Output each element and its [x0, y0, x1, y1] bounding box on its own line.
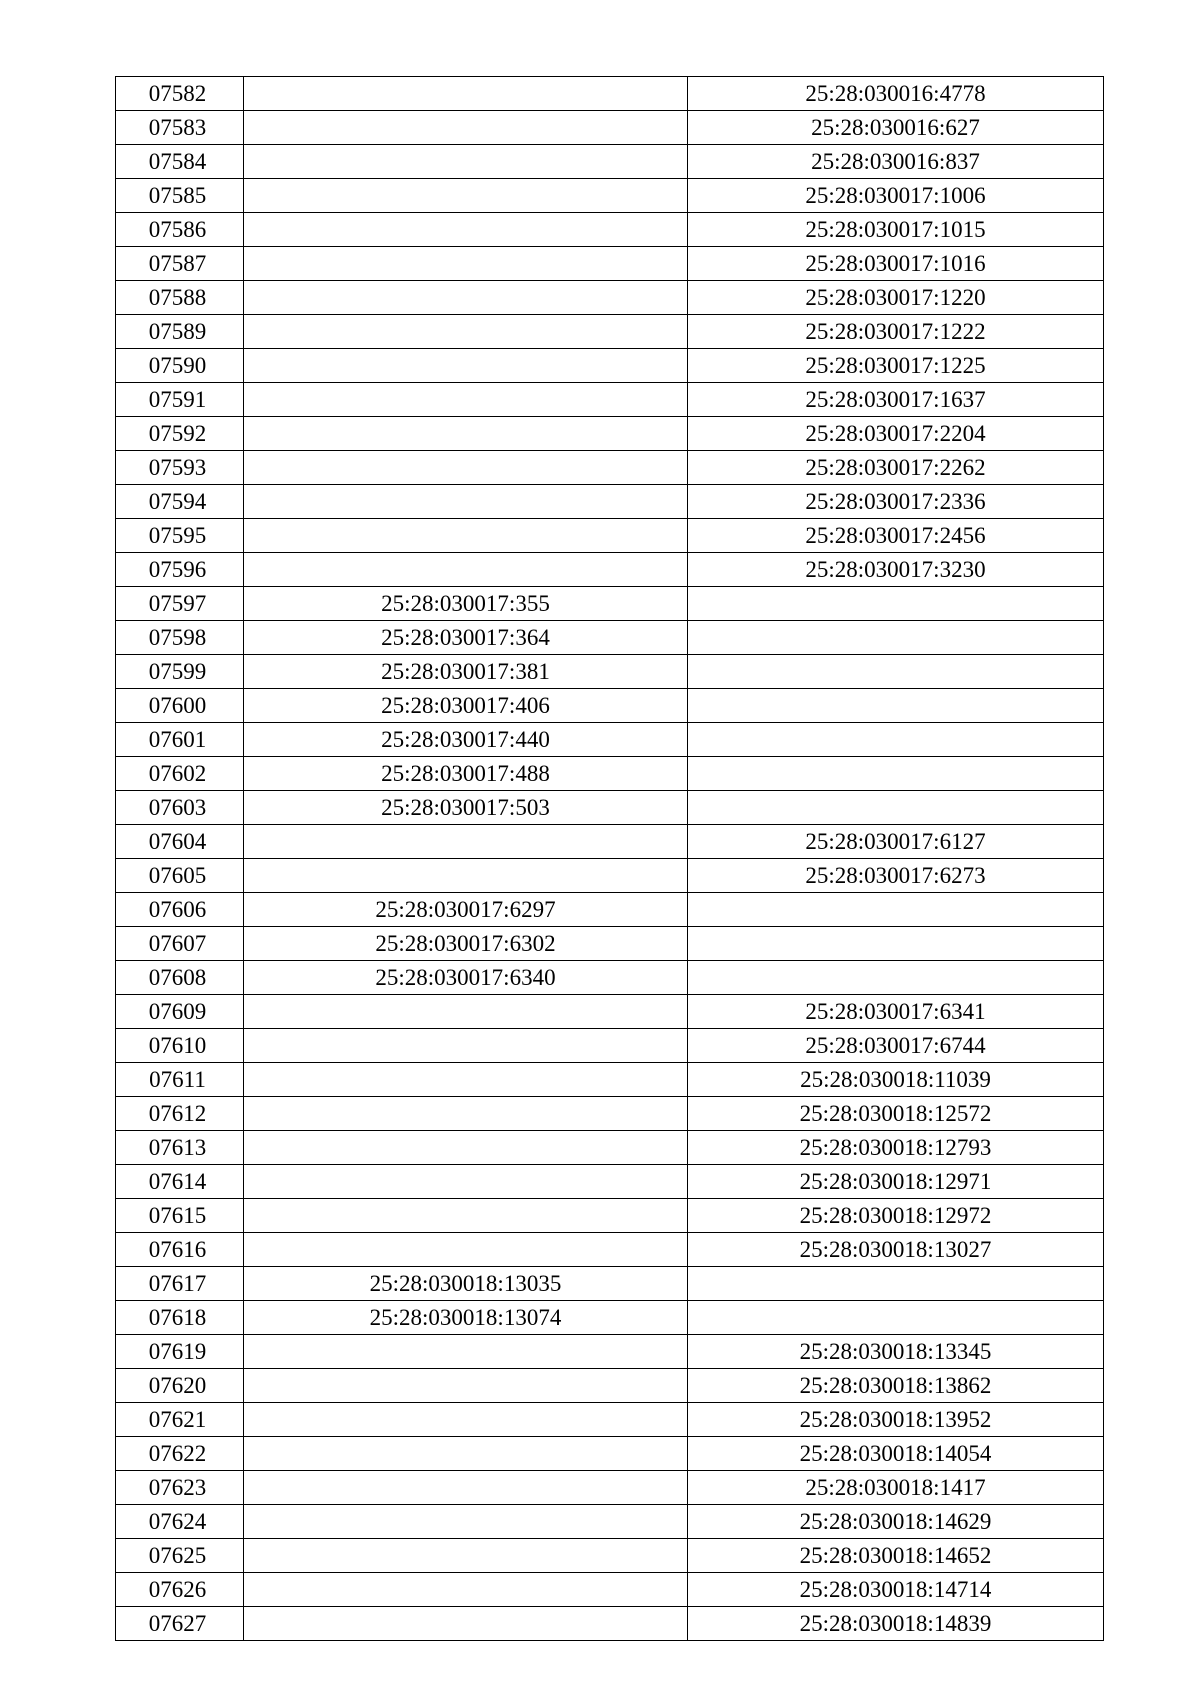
- row-number-cell: 07627: [116, 1607, 244, 1641]
- cadastral-number-cell-b: 25:28:030017:6127: [688, 825, 1104, 859]
- table-row: [116, 179, 1104, 213]
- cadastral-number-cell-b: 25:28:030017:1220: [688, 281, 1104, 315]
- table-row: [116, 315, 1104, 349]
- table-row: [116, 145, 1104, 179]
- table-row: [116, 1369, 1104, 1403]
- table-row: [116, 213, 1104, 247]
- row-number-cell: 07584: [116, 145, 244, 179]
- cadastral-number-cell-b: 25:28:030017:2262: [688, 451, 1104, 485]
- cadastral-number-cell-a: [244, 1131, 688, 1165]
- cadastral-number-cell-a: [244, 1403, 688, 1437]
- cadastral-number-cell-b: [688, 1267, 1104, 1301]
- cadastral-number-cell-a: [244, 1471, 688, 1505]
- row-number-cell: 07587: [116, 247, 244, 281]
- row-number-cell: 07589: [116, 315, 244, 349]
- row-number-cell: 07621: [116, 1403, 244, 1437]
- cadastral-number-cell-b: 25:28:030017:1006: [688, 179, 1104, 213]
- row-number-cell: 07601: [116, 723, 244, 757]
- row-number-cell: 07620: [116, 1369, 244, 1403]
- cadastral-number-cell-b: [688, 927, 1104, 961]
- cadastral-number-cell-a: [244, 1097, 688, 1131]
- cadastral-number-cell-b: 25:28:030017:1222: [688, 315, 1104, 349]
- cadastral-number-cell-a: [244, 1539, 688, 1573]
- cadastral-number-cell-a: 25:28:030018:13074: [244, 1301, 688, 1335]
- table-row: [116, 995, 1104, 1029]
- row-number-cell: 07613: [116, 1131, 244, 1165]
- table-row: [116, 859, 1104, 893]
- cadastral-number-cell-a: [244, 1437, 688, 1471]
- table-row: [116, 281, 1104, 315]
- cadastral-number-cell-a: [244, 1063, 688, 1097]
- cadastral-number-cell-a: 25:28:030017:6302: [244, 927, 688, 961]
- table-row: [116, 757, 1104, 791]
- cadastral-number-cell-a: [244, 1029, 688, 1063]
- cadastral-number-cell-a: [244, 1573, 688, 1607]
- table-row: [116, 723, 1104, 757]
- table-row: [116, 893, 1104, 927]
- cadastral-number-cell-b: 25:28:030018:14054: [688, 1437, 1104, 1471]
- cadastral-number-cell-b: 25:28:030018:14714: [688, 1573, 1104, 1607]
- cadastral-number-cell-a: [244, 553, 688, 587]
- cadastral-number-cell-a: [244, 315, 688, 349]
- row-number-cell: 07591: [116, 383, 244, 417]
- cadastral-number-cell-a: [244, 111, 688, 145]
- row-number-cell: 07622: [116, 1437, 244, 1471]
- table-row: [116, 451, 1104, 485]
- row-number-cell: 07590: [116, 349, 244, 383]
- row-number-cell: 07603: [116, 791, 244, 825]
- cadastral-number-cell-a: 25:28:030017:6297: [244, 893, 688, 927]
- row-number-cell: 07612: [116, 1097, 244, 1131]
- cadastral-number-cell-a: [244, 995, 688, 1029]
- cadastral-number-cell-b: [688, 723, 1104, 757]
- cadastral-number-cell-a: 25:28:030018:13035: [244, 1267, 688, 1301]
- table-row: [116, 1335, 1104, 1369]
- cadastral-number-cell-b: 25:28:030016:627: [688, 111, 1104, 145]
- table-row: [116, 417, 1104, 451]
- cadastral-number-cell-a: [244, 179, 688, 213]
- table-row: [116, 485, 1104, 519]
- table-row: [116, 1573, 1104, 1607]
- cadastral-number-cell-a: 25:28:030017:355: [244, 587, 688, 621]
- table-row: [116, 791, 1104, 825]
- row-number-cell: 07600: [116, 689, 244, 723]
- table-row: [116, 1471, 1104, 1505]
- cadastral-number-cell-a: 25:28:030017:488: [244, 757, 688, 791]
- cadastral-number-cell-a: 25:28:030017:6340: [244, 961, 688, 995]
- cadastral-number-cell-a: 25:28:030017:440: [244, 723, 688, 757]
- row-number-cell: 07586: [116, 213, 244, 247]
- cadastral-number-cell-b: [688, 893, 1104, 927]
- table-row: [116, 655, 1104, 689]
- row-number-cell: 07602: [116, 757, 244, 791]
- cadastral-number-cell-b: [688, 757, 1104, 791]
- row-number-cell: 07596: [116, 553, 244, 587]
- cadastral-number-cell-a: [244, 451, 688, 485]
- row-number-cell: 07588: [116, 281, 244, 315]
- cadastral-number-cell-b: [688, 791, 1104, 825]
- table-row: [116, 349, 1104, 383]
- cadastral-number-cell-a: [244, 383, 688, 417]
- cadastral-number-cell-b: 25:28:030018:13862: [688, 1369, 1104, 1403]
- table-row: [116, 927, 1104, 961]
- cadastral-number-cell-b: [688, 587, 1104, 621]
- row-number-cell: 07597: [116, 587, 244, 621]
- cadastral-number-cell-b: [688, 655, 1104, 689]
- cadastral-number-cell-a: [244, 1165, 688, 1199]
- cadastral-number-cell-a: [244, 1369, 688, 1403]
- row-number-cell: 07594: [116, 485, 244, 519]
- table-row: [116, 621, 1104, 655]
- table-row: [116, 689, 1104, 723]
- table-row: [116, 1301, 1104, 1335]
- table-row: [116, 1539, 1104, 1573]
- row-number-cell: 07606: [116, 893, 244, 927]
- row-number-cell: 07626: [116, 1573, 244, 1607]
- cadastral-number-cell-a: [244, 281, 688, 315]
- cadastral-number-cell-b: [688, 689, 1104, 723]
- cadastral-number-cell-a: 25:28:030017:364: [244, 621, 688, 655]
- row-number-cell: 07615: [116, 1199, 244, 1233]
- row-number-cell: 07614: [116, 1165, 244, 1199]
- cadastral-number-cell-a: [244, 1199, 688, 1233]
- cadastral-number-cell-a: [244, 519, 688, 553]
- cadastral-number-cell-a: [244, 247, 688, 281]
- cadastral-number-cell-b: [688, 961, 1104, 995]
- cadastral-number-cell-a: 25:28:030017:381: [244, 655, 688, 689]
- table-row: [116, 519, 1104, 553]
- cadastral-number-cell-a: [244, 485, 688, 519]
- table-row: [116, 1199, 1104, 1233]
- row-number-cell: 07595: [116, 519, 244, 553]
- cadastral-number-cell-b: 25:28:030018:14652: [688, 1539, 1104, 1573]
- row-number-cell: 07608: [116, 961, 244, 995]
- row-number-cell: 07598: [116, 621, 244, 655]
- row-number-cell: 07582: [116, 77, 244, 111]
- cadastral-number-cell-b: 25:28:030016:837: [688, 145, 1104, 179]
- row-number-cell: 07592: [116, 417, 244, 451]
- cadastral-number-cell-b: 25:28:030018:13027: [688, 1233, 1104, 1267]
- row-number-cell: 07625: [116, 1539, 244, 1573]
- table-row: [116, 111, 1104, 145]
- cadastral-number-cell-a: [244, 145, 688, 179]
- cadastral-number-cell-b: 25:28:030018:12971: [688, 1165, 1104, 1199]
- table-row: [116, 961, 1104, 995]
- cadastral-number-cell-b: 25:28:030018:14629: [688, 1505, 1104, 1539]
- table-row: [116, 77, 1104, 111]
- table-row: [116, 1437, 1104, 1471]
- cadastral-number-cell-b: 25:28:030017:2336: [688, 485, 1104, 519]
- table-row: [116, 1403, 1104, 1437]
- table-row: [116, 1131, 1104, 1165]
- row-number-cell: 07605: [116, 859, 244, 893]
- cadastral-number-cell-b: 25:28:030017:1225: [688, 349, 1104, 383]
- row-number-cell: 07593: [116, 451, 244, 485]
- row-number-cell: 07611: [116, 1063, 244, 1097]
- cadastral-number-cell-b: 25:28:030016:4778: [688, 77, 1104, 111]
- table-row: [116, 1063, 1104, 1097]
- cadastral-number-cell-a: [244, 859, 688, 893]
- row-number-cell: 07616: [116, 1233, 244, 1267]
- row-number-cell: 07599: [116, 655, 244, 689]
- cadastral-number-cell-b: 25:28:030018:12793: [688, 1131, 1104, 1165]
- cadastral-number-cell-a: 25:28:030017:503: [244, 791, 688, 825]
- cadastral-number-cell-b: 25:28:030017:1637: [688, 383, 1104, 417]
- cadastral-number-cell-a: [244, 1607, 688, 1641]
- row-number-cell: 07583: [116, 111, 244, 145]
- row-number-cell: 07585: [116, 179, 244, 213]
- table-row: [116, 1505, 1104, 1539]
- row-number-cell: 07604: [116, 825, 244, 859]
- cadastral-number-cell-b: 25:28:030017:2204: [688, 417, 1104, 451]
- cadastral-number-cell-a: 25:28:030017:406: [244, 689, 688, 723]
- cadastral-number-cell-a: [244, 213, 688, 247]
- table-row: [116, 1097, 1104, 1131]
- row-number-cell: 07624: [116, 1505, 244, 1539]
- cadastral-number-cell-b: 25:28:030018:11039: [688, 1063, 1104, 1097]
- cadastral-number-cell-b: 25:28:030018:12572: [688, 1097, 1104, 1131]
- cadastral-number-cell-a: [244, 1233, 688, 1267]
- table-row: [116, 587, 1104, 621]
- table-row: [116, 1165, 1104, 1199]
- cadastral-number-cell-b: 25:28:030017:6273: [688, 859, 1104, 893]
- cadastral-number-cell-a: [244, 417, 688, 451]
- cadastral-number-cell-b: 25:28:030017:3230: [688, 553, 1104, 587]
- table-row: [116, 553, 1104, 587]
- cadastral-number-cell-a: [244, 1335, 688, 1369]
- cadastral-number-cell-a: [244, 349, 688, 383]
- cadastral-number-cell-b: 25:28:030017:1015: [688, 213, 1104, 247]
- cadastral-number-cell-b: 25:28:030018:1417: [688, 1471, 1104, 1505]
- cadastral-number-cell-b: 25:28:030018:12972: [688, 1199, 1104, 1233]
- table-row: [116, 247, 1104, 281]
- table-row: [116, 1029, 1104, 1063]
- cadastral-number-cell-b: [688, 621, 1104, 655]
- row-number-cell: 07617: [116, 1267, 244, 1301]
- row-number-cell: 07619: [116, 1335, 244, 1369]
- cadastral-number-cell-b: 25:28:030018:13345: [688, 1335, 1104, 1369]
- row-number-cell: 07610: [116, 1029, 244, 1063]
- cadastral-number-cell-a: [244, 77, 688, 111]
- cadastral-number-cell-b: 25:28:030017:6341: [688, 995, 1104, 1029]
- row-number-cell: 07618: [116, 1301, 244, 1335]
- row-number-cell: 07609: [116, 995, 244, 1029]
- table-row: [116, 1233, 1104, 1267]
- cadastral-number-cell-b: 25:28:030017:6744: [688, 1029, 1104, 1063]
- table-row: [116, 1607, 1104, 1641]
- table-body: [116, 77, 1104, 1641]
- cadastral-number-cell-b: 25:28:030018:13952: [688, 1403, 1104, 1437]
- table-row: [116, 383, 1104, 417]
- cadastral-number-cell-a: [244, 825, 688, 859]
- cadastral-number-cell-b: [688, 1301, 1104, 1335]
- cadastral-number-cell-b: 25:28:030017:1016: [688, 247, 1104, 281]
- row-number-cell: 07607: [116, 927, 244, 961]
- table-row: [116, 825, 1104, 859]
- table-row: [116, 1267, 1104, 1301]
- cadastral-number-cell-b: 25:28:030017:2456: [688, 519, 1104, 553]
- cadastral-number-cell-b: 25:28:030018:14839: [688, 1607, 1104, 1641]
- row-number-cell: 07623: [116, 1471, 244, 1505]
- cadastral-number-cell-a: [244, 1505, 688, 1539]
- cadastral-table: [115, 76, 1104, 1641]
